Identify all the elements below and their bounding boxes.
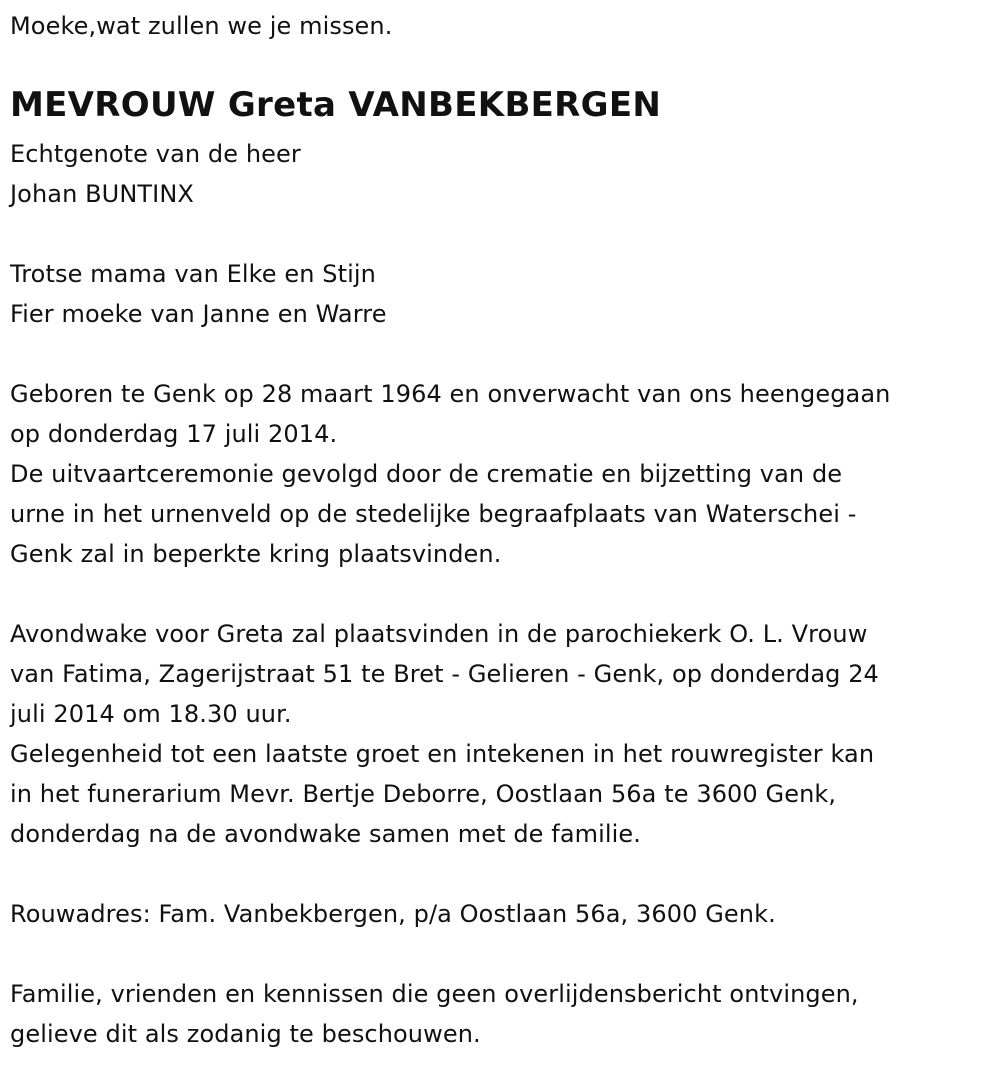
paragraph-line: Avondwake voor Greta zal plaatsvinden in de parochiekerk O. L. Vrouw <box>10 620 868 648</box>
paragraph-line: Gelegenheid tot een laatste groet en intekenen in het rouwregister kan <box>10 740 875 768</box>
paragraph-line: De uitvaartceremonie gevolgd door de crematie en bijzetting van de <box>10 460 843 488</box>
paragraph-line: donderdag na de avondwake samen met de familie. <box>10 820 642 848</box>
paragraph-line: urne in het urnenveld op de stedelijke begraafplaats van Waterschei - <box>10 500 857 528</box>
closing-section <box>10 974 859 1054</box>
paragraph-line: in het funerarium Mevr. Bertje Deborre, Oostlaan 56a te 3600 Genk, <box>10 780 837 808</box>
intro-text: Moeke,wat zullen we je missen. <box>10 12 393 40</box>
closing-line: gelieve dit als zodanig te beschouwen. <box>10 1020 481 1048</box>
paragraph-line: juli 2014 om 18.30 uur. <box>10 700 292 728</box>
address-section <box>10 894 776 934</box>
wake-section <box>10 614 879 854</box>
paragraph-line: van Fatima, Zagerijstraat 51 te Bret - Gelieren - Genk, op donderdag 24 <box>10 660 879 688</box>
name-full: Greta VANBEKBERGEN <box>227 85 662 125</box>
birth-death-section <box>10 374 890 574</box>
closing-line: Familie, vrienden en kennissen die geen overlijdensbericht ontvingen, <box>10 980 859 1008</box>
spouse-section <box>10 134 301 214</box>
mourning-address: Rouwadres: Fam. Vanbekbergen, p/a Oostlaan 56a, 3600 Genk. <box>10 900 776 928</box>
family-section <box>10 254 387 334</box>
spouse-line: Johan BUNTINX <box>10 180 194 208</box>
name-prefix: MEVROUW <box>10 85 216 125</box>
deceased-name-heading <box>10 80 661 130</box>
family-line: Fier moeke van Janne en Warre <box>10 300 387 328</box>
paragraph-line: Geboren te Genk op 28 maart 1964 en onverwacht van ons heengegaan <box>10 380 891 408</box>
spouse-line: Echtgenote van de heer <box>10 140 301 168</box>
paragraph-line: Genk zal in beperkte kring plaatsvinden. <box>10 540 502 568</box>
family-line: Trotse mama van Elke en Stijn <box>10 260 376 288</box>
paragraph-line: op donderdag 17 juli 2014. <box>10 420 338 448</box>
